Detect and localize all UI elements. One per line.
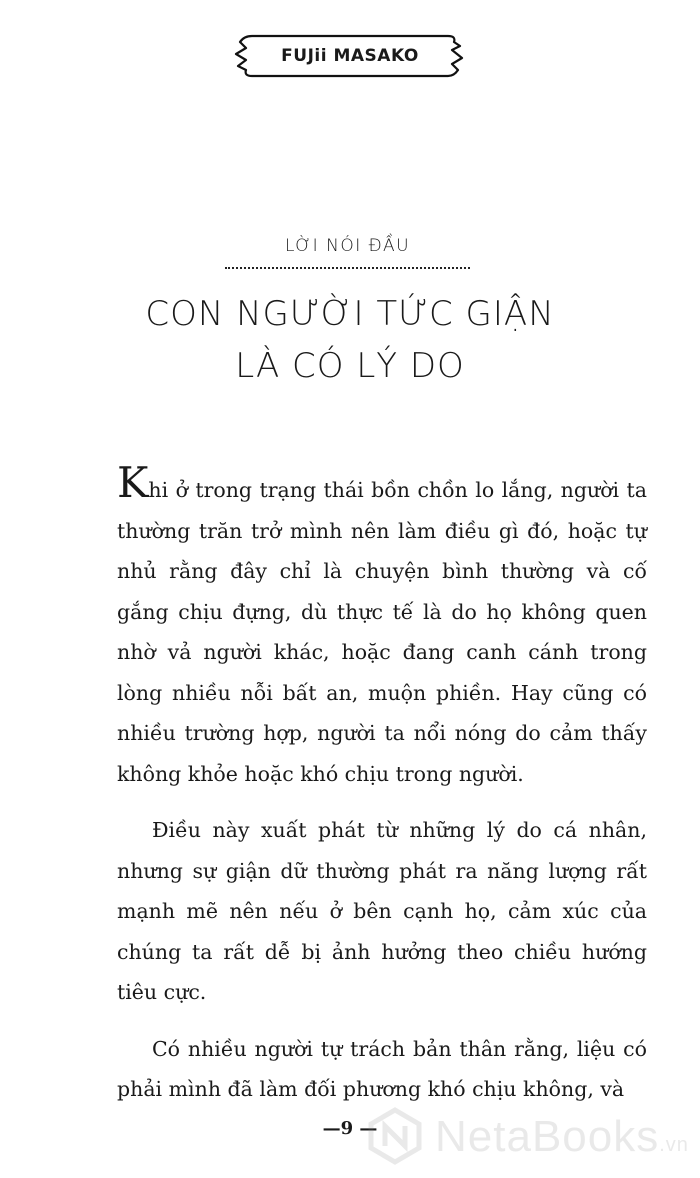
page-number: —9 — xyxy=(322,1118,378,1139)
netabooks-logo-icon xyxy=(365,1106,425,1166)
drop-cap: K xyxy=(117,458,149,507)
author-name: FUJii MASAKO xyxy=(281,46,419,66)
chapter-title xyxy=(100,288,600,392)
author-banner xyxy=(230,28,470,84)
watermark-brand: NetaBooks xyxy=(435,1112,660,1161)
body-text xyxy=(117,458,647,1126)
chapter-title-line-2: LÀ CÓ LÝ DO xyxy=(235,346,465,386)
watermark xyxy=(365,1102,695,1172)
paragraph-1 xyxy=(117,458,647,794)
watermark-suffix: .vn xyxy=(659,1134,689,1156)
paragraph-1-text: hi ở trong trạng thái bồn chồn lo lắng, người ta thường trăn trở mình nên làm điều gì đó, hoặc tự nhủ rằng đây chỉ là chuyện bình thường và cố gắng chịu đựng, dù thực tế là do họ không quen nhờ vả người khác, hoặc đang canh cánh trong lòng nhiều nỗi bất an, muộn phiền. Hay cũng có nhiều trường hợp, người ta nổi nóng do cảm thấy không khỏe hoặc khó chịu trong người. xyxy=(117,478,647,786)
watermark-text xyxy=(435,1112,689,1162)
chapter-title-line-1: CON NGƯỜI TỨC GIẬN xyxy=(145,294,555,334)
section-label: LỜI NÓI ĐẦU xyxy=(284,236,411,256)
paragraph-2: Điều này xuất phát từ những lý do cá nhân, nhưng sự giận dữ thường phát ra năng lượng rất mạnh mẽ nên nếu ở bên cạnh họ, cảm xúc của chúng ta rất dễ bị ảnh hưởng theo chiều hướng tiêu cực. xyxy=(117,818,647,1004)
dotted-divider xyxy=(225,267,470,269)
paragraph-3: Có nhiều người tự trách bản thân rằng, liệu có phải mình đã làm đối phương khó chịu không, và xyxy=(117,1036,647,1101)
